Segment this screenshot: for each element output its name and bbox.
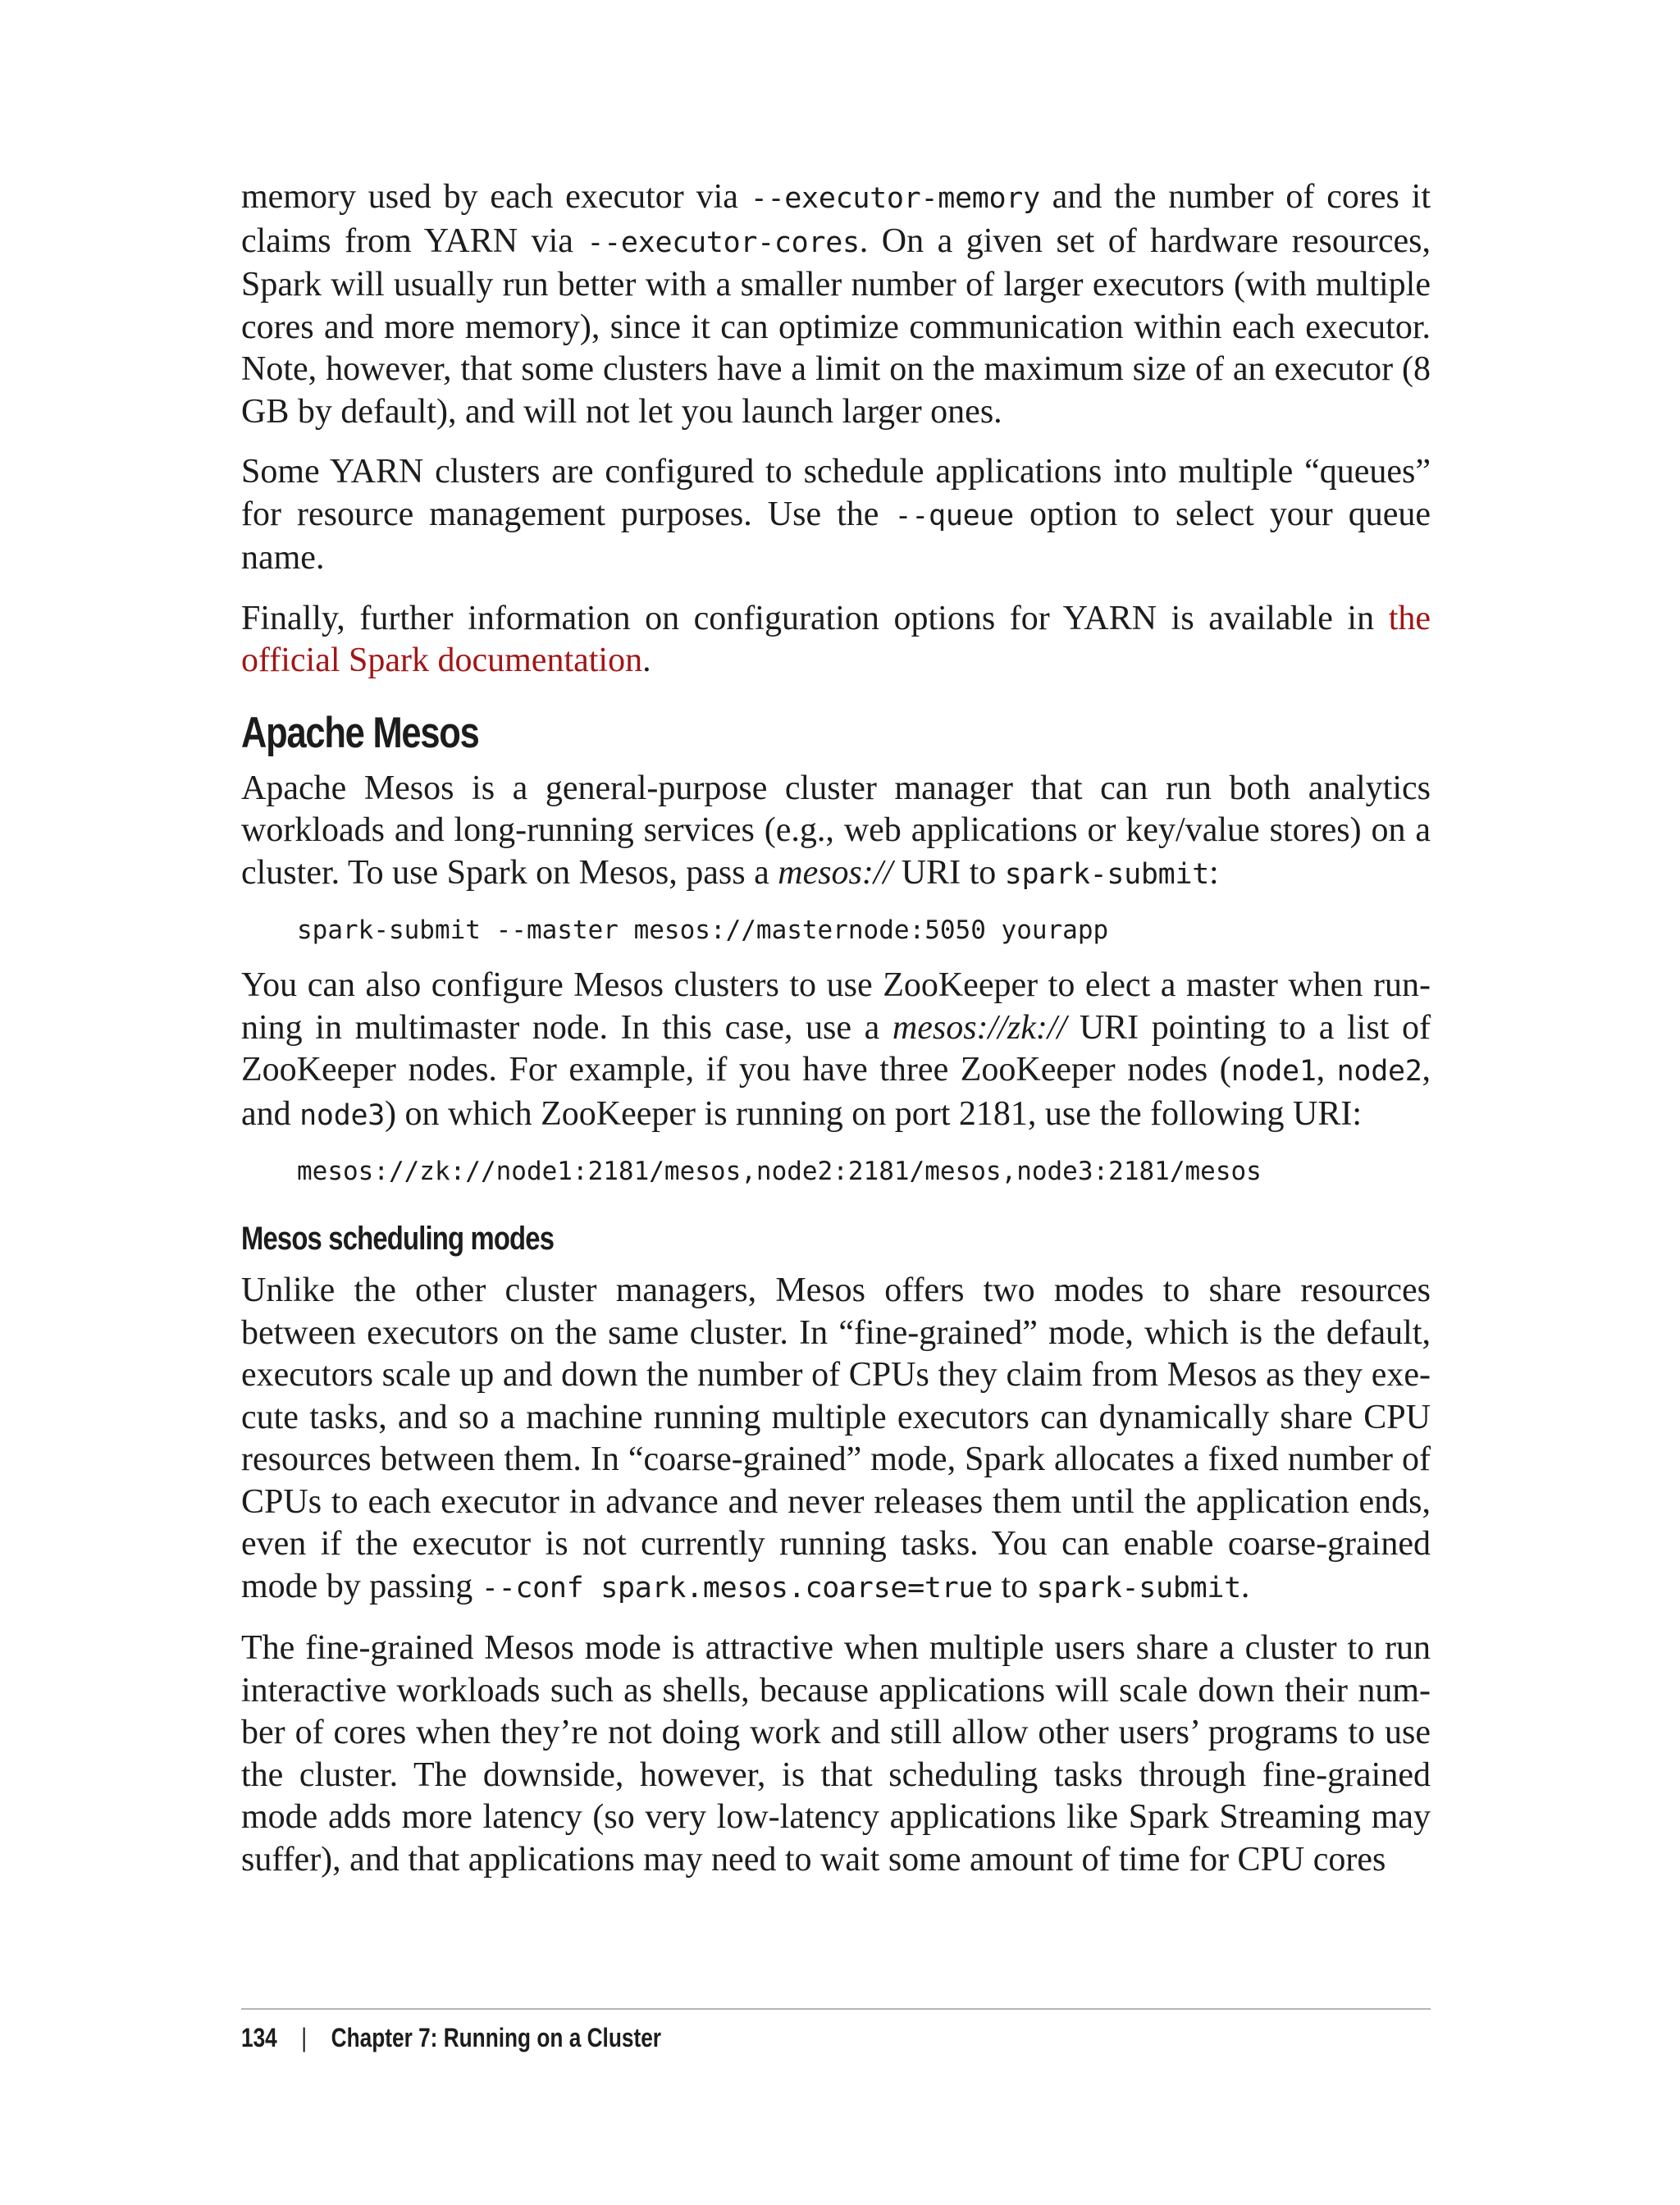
spark-documentation-link[interactable]: the official Spark documentation [241,599,1431,679]
inline-code: node2 [1336,1055,1422,1088]
page-footer [241,2008,1431,2054]
footer-separator: | [301,2023,308,2052]
inline-code: --executor-cores [587,226,860,259]
paragraph-executor-memory: memory used by each executor via --executor-memory and the number of cores it claims from YARN via --executor-cores. On a given set of hardware resources, Spark will usually run better with a smaller number of larger executors (with multiple cores and more memory), since it can optimize communication within each executor. Note, however, that some clusters have a limit on the maximum size of an executor (8 GB by default), and will not let you launch larger ones. [241,178,1431,431]
paragraph-zookeeper: You can also configure Mesos clusters to use ZooKeeper to elect a master when running in multimaster node. In this case, use a mesos://zk:// URI pointing to a list of ZooKeeper nodes. For example, if you have three ZooKeeper nodes (node1, node2, and node3) on which ZooKeeper is running on port 2181, use the following URI: [241,966,1431,1133]
inline-code: spark-submit [1004,857,1209,891]
paragraph-yarn-docs: Finally, further information on configuration options for YARN is available in the official Spark documentation. [241,599,1431,679]
inline-code: spark-submit [1036,1571,1241,1605]
paragraph-fine-grained: The fine-grained Mesos mode is attractive when multiple users share a cluster to run interactive workloads such as shells, because applications will scale down their number of cores when they’re not doing work and still allow other users’ programs to use the cluster. The downside, however, is that scheduling tasks through fine-grained mode adds more latency (so very low-latency applications like Spark Streaming may suffer), and that applications may need to wait some amount of time for CPU cores [241,1629,1431,1879]
paragraph-yarn-queues: Some YARN clusters are configured to schedule applications into multiple “queues” for resource management purposes. Use the --queue option to select your queue name. [241,453,1431,577]
paragraph-mesos-intro: Apache Mesos is a general-purpose cluster manager that can run both analytics workloads and long-running services (e.g., web applications or key/value stores) on a cluster. To use Spark on Mesos, pass a mesos:// URI to spark-submit: [241,769,1431,892]
chapter-title: Chapter 7: Running on a Cluster [331,2023,662,2052]
page-body [241,176,1431,1899]
uri-emphasis: mesos://zk:// [892,1008,1067,1047]
inline-code: node1 [1230,1055,1317,1088]
subsection-heading: Mesos scheduling modes [241,1221,555,1257]
paragraph-scheduling-modes: Unlike the other cluster managers, Mesos offers two modes to share resources between executors on the same cluster. In “fine-grained” mode, which is the default, executors scale up and down the number of CPUs they claim from Mesos as they execute tasks, and so a machine running multiple executors can dynamically share CPU resources between them. In “coarse-grained” mode, Spark allocates a fixed number of CPUs to each executor in advance and never releases them until the application ends, even if the executor is not currently running tasks. You can enable coarse-grained mode by passing --conf spark.mesos.coarse=true to spark-submit. [241,1271,1431,1605]
inline-code: --executor-memory [750,182,1040,215]
inline-code: node3 [299,1098,386,1132]
footer-inner [241,2021,661,2054]
uri-emphasis: mesos:// [778,853,893,892]
page-number: 134 [241,2023,277,2052]
code-block-zk-uri: mesos://zk://node1:2181/mesos,node2:2181/mesos,node3:2181/mesos [297,1157,1262,1186]
inline-code: --queue [894,499,1014,532]
section-heading: Apache Mesos [241,708,479,757]
code-block-spark-submit: spark-submit --master mesos://masternode:5050 yourapp [297,915,1109,945]
inline-code: --conf spark.mesos.coarse=true [481,1571,993,1605]
